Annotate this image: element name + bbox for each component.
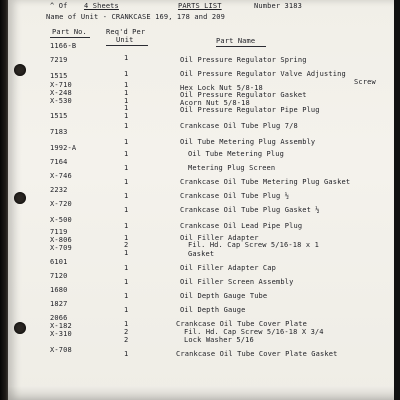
part-no: X-806	[50, 236, 72, 244]
part-name: Oil Tube Metering Plug	[188, 150, 285, 158]
part-name: Oil Pressure Regulator Pipe Plug	[180, 106, 320, 114]
part-name: Fil. Hd. Cap Screw 5/16-18 X 3/4	[184, 328, 324, 336]
header-rule	[106, 45, 148, 46]
qty: 1	[124, 222, 129, 230]
qty: 1	[124, 306, 129, 314]
part-no: X-182	[50, 322, 72, 330]
part-no: 7119	[50, 228, 68, 236]
header-rule	[216, 46, 266, 47]
punch-hole	[14, 322, 26, 334]
part-name: Crankcase Oil Tube Cover Plate Gasket	[176, 350, 338, 358]
qty: 1	[124, 138, 129, 146]
document-title: PARTS LIST	[178, 2, 222, 10]
part-name: Fil. Hd. Cap Screw 5/16-18 x 1	[188, 241, 319, 249]
qty: 1	[124, 104, 129, 112]
part-name-continued: Screw	[354, 78, 376, 86]
part-name: Oil Pressure Regulator Valve Adjusting	[180, 70, 346, 78]
part-name: Oil Filler Adapter	[180, 234, 259, 242]
part-name: Oil Pressure Regulator Spring	[180, 56, 307, 64]
part-no: 2232	[50, 186, 68, 194]
qty: 1	[124, 54, 129, 62]
qty: 1	[124, 70, 129, 78]
part-no: 1515	[50, 112, 68, 120]
part-no: X-710	[50, 81, 72, 89]
part-name: Oil Depth Gauge	[180, 306, 246, 314]
part-name: Acorn Nut 5/8-18	[180, 99, 250, 107]
qty: 1	[124, 234, 129, 242]
part-name: Crankcase Oil Tube Cover Plate	[176, 320, 307, 328]
part-no: 7219	[50, 56, 68, 64]
part-name: Oil Pressure Regulator Gasket	[180, 91, 307, 99]
part-name: Crankcase Oil Lead Pipe Plug	[180, 222, 303, 230]
part-name: Metering Plug Screen	[188, 164, 276, 172]
punch-hole	[14, 64, 26, 76]
part-no: 1166-B	[50, 42, 77, 50]
part-name: Oil Depth Gauge Tube	[180, 292, 268, 300]
qty: 1	[124, 81, 129, 89]
sheet-count: 4 Sheets	[84, 2, 119, 10]
header-rule	[50, 37, 90, 38]
qty: 1	[124, 112, 129, 120]
part-no: X-248	[50, 89, 72, 97]
part-name: Oil Tube Metering Plug Assembly	[180, 138, 316, 146]
part-no: 1827	[50, 300, 68, 308]
qty: 1	[124, 164, 129, 172]
part-no: 1515	[50, 72, 68, 80]
qty: 1	[124, 150, 129, 158]
part-no: X-709	[50, 244, 72, 252]
qty: 1	[124, 122, 129, 130]
part-no: X-500	[50, 216, 72, 224]
part-name: Crankcase Oil Tube Metering Plug Gasket	[180, 178, 351, 186]
part-no: 7120	[50, 272, 68, 280]
part-name: Gasket	[188, 250, 215, 258]
unit-name: Name of Unit - CRANKCASE 169, 178 and 209	[46, 13, 225, 21]
col-unit: Unit	[116, 36, 134, 44]
part-name: Crankcase Oil Tube Plug Gasket ½	[180, 206, 320, 214]
qty: 1	[124, 89, 129, 97]
qty: 1	[124, 350, 129, 358]
document-page	[8, 0, 394, 400]
qty: 1	[124, 249, 129, 257]
part-no: 7164	[50, 158, 68, 166]
part-name: Lock Washer 5/16	[184, 336, 254, 344]
qty: 1	[124, 264, 129, 272]
binder-edge	[0, 0, 8, 400]
part-no: 7183	[50, 128, 68, 136]
part-no: X-530	[50, 97, 72, 105]
qty: 1	[124, 278, 129, 286]
part-name: Hex Lock Nut 5/8-18	[180, 84, 263, 92]
part-no: X-708	[50, 346, 72, 354]
col-part-no: Part No.	[52, 28, 87, 36]
qty: 2	[124, 336, 129, 344]
part-name: Oil Filler Adapter Cap	[180, 264, 277, 272]
col-reqd: Req'd Per	[106, 28, 146, 36]
part-no: 1992-A	[50, 144, 77, 152]
part-no: 1680	[50, 286, 68, 294]
document-number: Number 3183	[254, 2, 303, 10]
qty: 1	[124, 97, 129, 105]
page-edge	[394, 0, 400, 400]
punch-hole	[14, 192, 26, 204]
page-shadow	[8, 386, 394, 400]
qty: 2	[124, 328, 129, 336]
qty: 1	[124, 178, 129, 186]
part-name: Crankcase Oil Tube Plug 7/8	[180, 122, 298, 130]
part-no: X-720	[50, 200, 72, 208]
col-part-name: Part Name	[216, 37, 256, 45]
qty: 1	[124, 320, 129, 328]
part-name: Oil Filler Screen Assembly	[180, 278, 294, 286]
qty: 2	[124, 241, 129, 249]
sheet-of: ^ Of	[50, 2, 68, 10]
part-no: X-746	[50, 172, 72, 180]
qty: 1	[124, 192, 129, 200]
part-no: X-310	[50, 330, 72, 338]
part-no: 2066	[50, 314, 68, 322]
qty: 1	[124, 292, 129, 300]
qty: 1	[124, 206, 129, 214]
part-name: Crankcase Oil Tube Plug ½	[180, 192, 290, 200]
part-no: 6101	[50, 258, 68, 266]
